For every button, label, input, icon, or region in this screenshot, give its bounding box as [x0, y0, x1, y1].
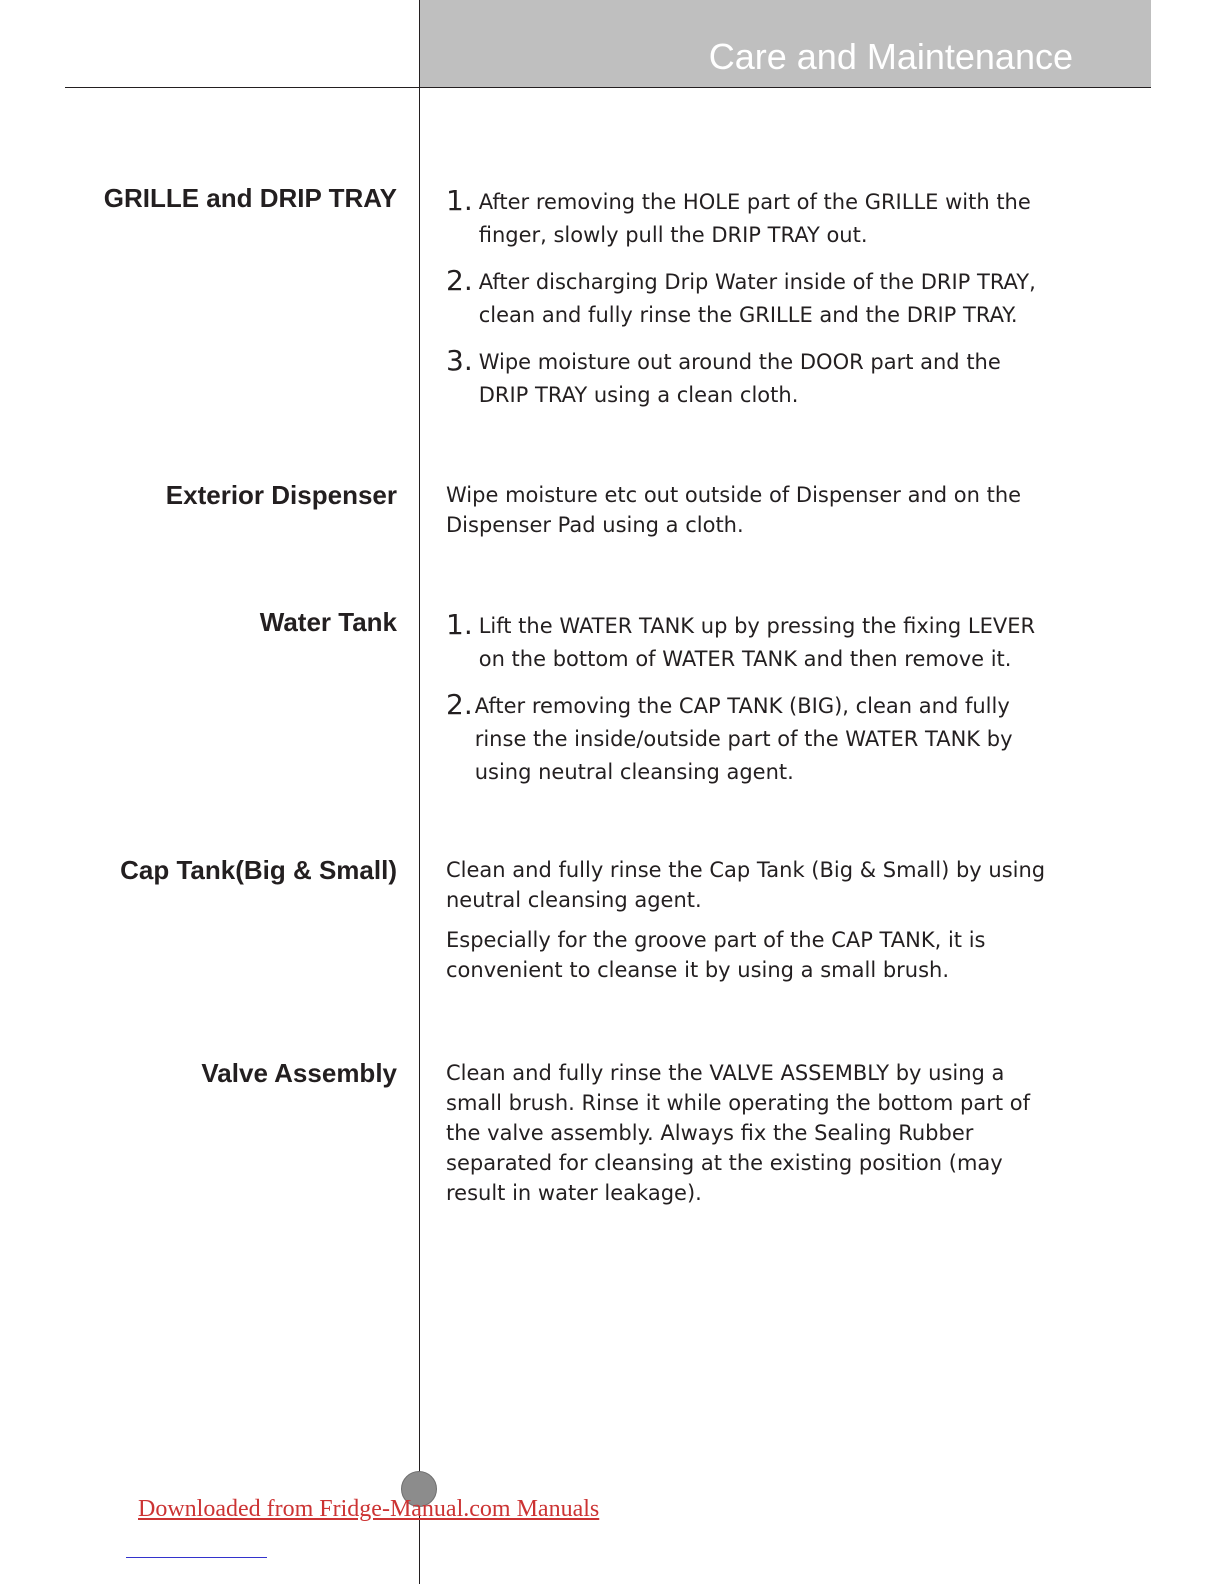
- paragraph: Especially for the groove part of the CAP TANK, it is convenient to cleanse it by using a small brush.: [446, 928, 986, 982]
- step-text: After removing the CAP TANK (BIG), clean and fully rinse the inside/outside part of the WATER TANK by using neutral cleansing agent.: [474, 694, 1013, 784]
- section-label-exterior-dispenser: Exterior Dispenser: [165, 480, 397, 510]
- section-label-cap-tank: Cap Tank(Big & Small): [120, 855, 397, 885]
- download-source-link[interactable]: Downloaded from Fridge-Manual.com Manuals: [138, 1496, 600, 1522]
- page-title: Care and Maintenance: [708, 36, 1073, 77]
- section-content-cap-tank: [446, 855, 1056, 995]
- header-divider: [65, 87, 1151, 88]
- section-label-grille-drip-tray: GRILLE and DRIP TRAY: [103, 183, 397, 213]
- section-content-exterior-dispenser: [446, 480, 1056, 550]
- footer-underline: [126, 1557, 267, 1558]
- step-item: [446, 264, 1056, 332]
- section-label-water-tank: Water Tank: [259, 607, 397, 637]
- column-divider: [419, 0, 420, 1584]
- step-number: 1.: [446, 608, 473, 641]
- step-number: 2.: [446, 264, 473, 297]
- step-text: Wipe moisture out around the DOOR part and the DRIP TRAY using a clean cloth.: [478, 350, 1001, 407]
- step-number: 1.: [446, 184, 473, 217]
- step-item: [446, 608, 1056, 676]
- section-content-valve-assembly: [446, 1058, 1056, 1218]
- section-content-water-tank: [446, 608, 1056, 801]
- header-band: [420, 0, 1151, 87]
- step-text: Lift the WATER TANK up by pressing the fixing LEVER on the bottom of WATER TANK and then remove it.: [478, 614, 1036, 671]
- step-text: After removing the HOLE part of the GRILLE with the finger, slowly pull the DRIP TRAY out.: [478, 190, 1031, 247]
- section-content-grille-drip-tray: [446, 184, 1056, 424]
- paragraph: Wipe moisture etc out outside of Dispenser and on the Dispenser Pad using a cloth.: [446, 483, 1022, 537]
- step-number: 2.: [446, 688, 473, 721]
- paragraph: Clean and fully rinse the VALVE ASSEMBLY by using a small brush. Rinse it while operating the bottom part of the valve assembly. Always fix the Sealing Rubber separated for cleansing at the existing position (may result in water leakage).: [446, 1061, 1030, 1205]
- step-text: After discharging Drip Water inside of the DRIP TRAY, clean and fully rinse the GRILLE and the DRIP TRAY.: [478, 270, 1036, 327]
- step-item: [446, 688, 1056, 789]
- section-label-valve-assembly: Valve Assembly: [201, 1058, 397, 1088]
- paragraph: Clean and fully rinse the Cap Tank (Big & Small) by using neutral cleansing agent.: [446, 858, 1046, 912]
- step-item: [446, 184, 1056, 252]
- step-number: 3.: [446, 344, 473, 377]
- step-item: [446, 344, 1056, 412]
